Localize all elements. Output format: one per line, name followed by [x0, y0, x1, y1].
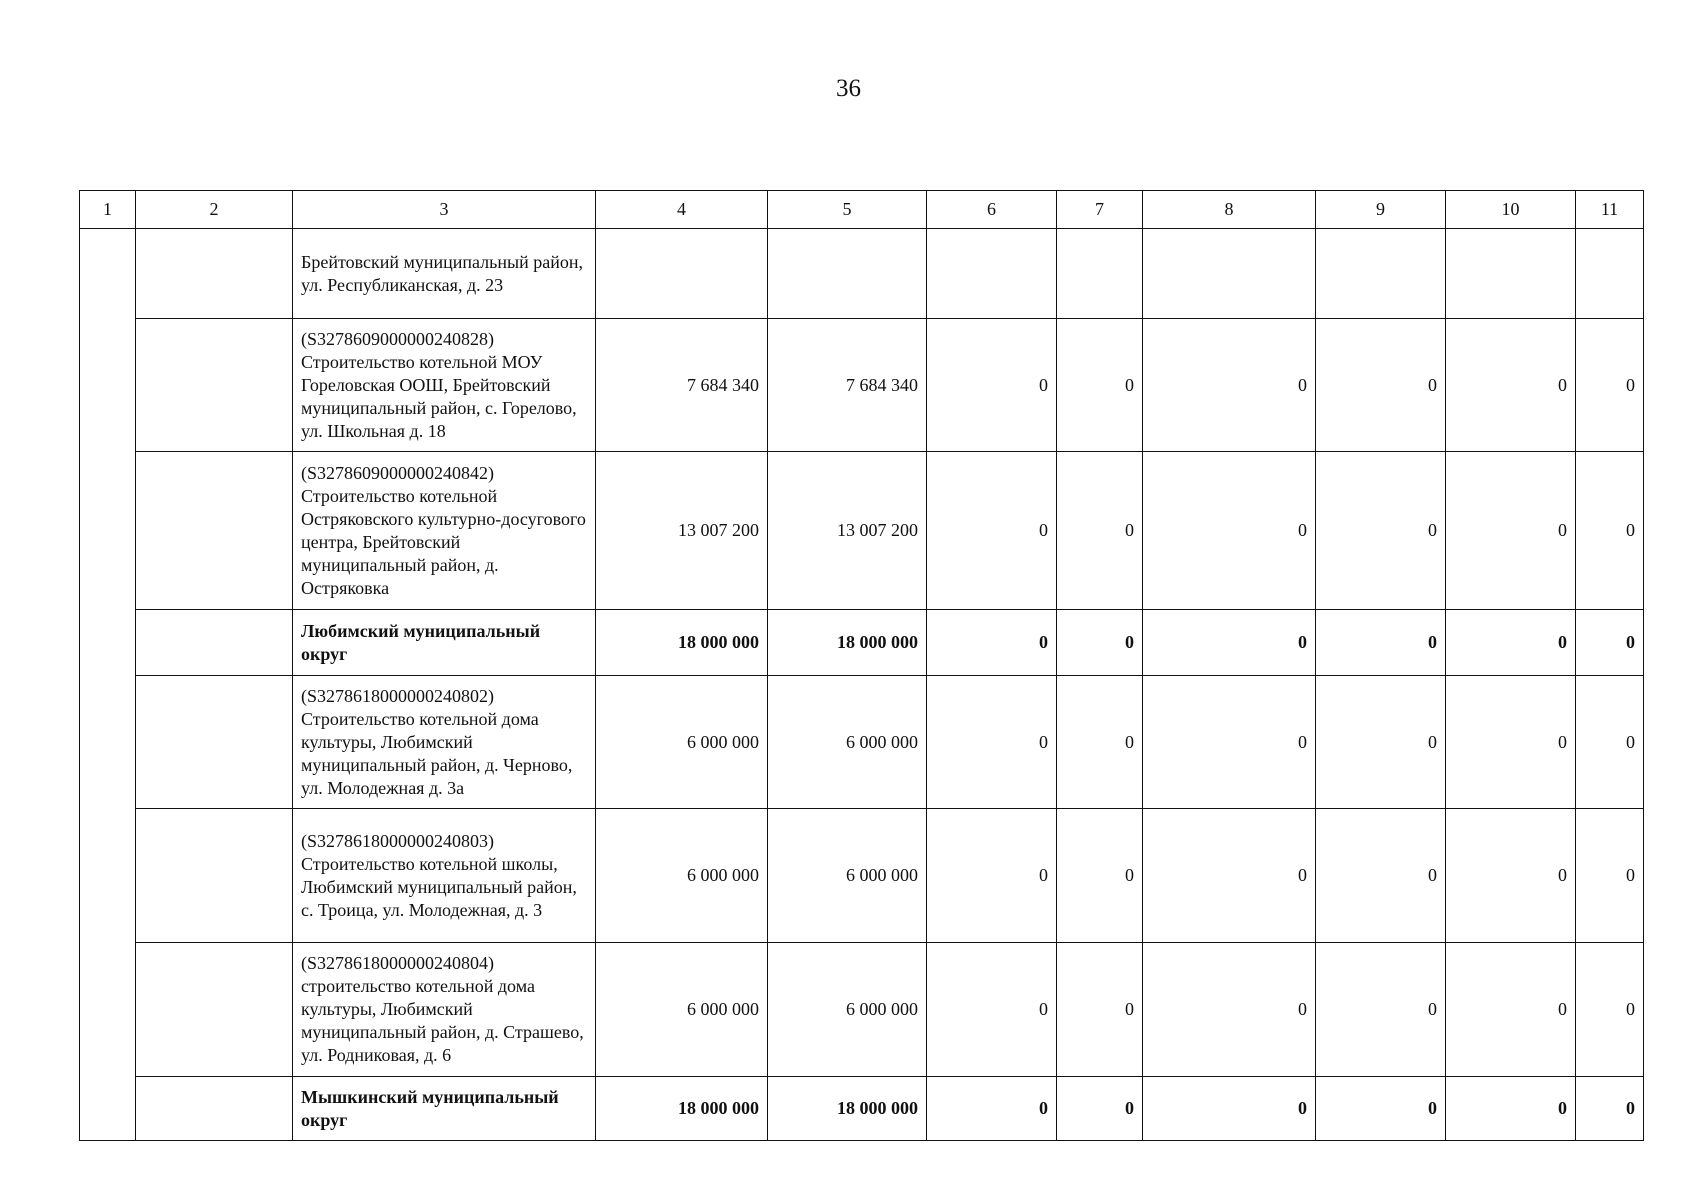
value-cell: 0: [927, 943, 1057, 1077]
table-row: [80, 452, 1644, 610]
value-cell: 6 000 000: [768, 676, 927, 809]
value-cell: 18 000 000: [768, 1077, 927, 1141]
value-cell: 0: [1143, 1077, 1316, 1141]
value-cell: [768, 229, 927, 319]
value-cell: [1143, 229, 1316, 319]
column-header: 6: [927, 191, 1057, 229]
value-cell: 0: [1316, 676, 1446, 809]
table-row: [80, 319, 1644, 452]
value-cell: 0: [1057, 676, 1143, 809]
object-name-cell: (S3278618000000240803) Строительство котельной школы, Любимский муниципальный район, с. Троица, ул. Молодежная, д. 3: [293, 809, 596, 943]
object-name-cell: (S3278618000000240804) строительство котельной дома культуры, Любимский муниципальный район, д. Страшево, ул. Родниковая, д. 6: [293, 943, 596, 1077]
code-cell: [136, 809, 293, 943]
value-cell: 0: [1576, 610, 1644, 676]
code-cell: [136, 943, 293, 1077]
value-cell: 0: [1446, 943, 1576, 1077]
value-cell: 0: [927, 1077, 1057, 1141]
value-cell: 0: [1576, 452, 1644, 610]
object-name-cell: Брейтовский муниципальный район, ул. Республиканская, д. 23: [293, 229, 596, 319]
object-name-cell: (S3278618000000240802) Строительство котельной дома культуры, Любимский муниципальный район, д. Черново, ул. Молодежная д. 3а: [293, 676, 596, 809]
value-cell: 0: [1143, 319, 1316, 452]
column-header: 4: [596, 191, 768, 229]
value-cell: 0: [1057, 610, 1143, 676]
value-cell: 0: [1576, 319, 1644, 452]
value-cell: 0: [1143, 452, 1316, 610]
value-cell: [1057, 229, 1143, 319]
value-cell: 6 000 000: [596, 943, 768, 1077]
value-cell: 0: [1446, 676, 1576, 809]
value-cell: 0: [1316, 319, 1446, 452]
value-cell: 0: [1446, 610, 1576, 676]
value-cell: 6 000 000: [768, 943, 927, 1077]
code-cell: [136, 319, 293, 452]
value-cell: 0: [1143, 610, 1316, 676]
value-cell: 0: [1446, 319, 1576, 452]
budget-table: [79, 190, 1644, 1141]
value-cell: 0: [1316, 809, 1446, 943]
code-cell: [136, 229, 293, 319]
value-cell: 0: [1316, 452, 1446, 610]
code-cell: [136, 452, 293, 610]
code-cell: [136, 1077, 293, 1141]
column-header: 2: [136, 191, 293, 229]
column-header: 11: [1576, 191, 1644, 229]
page-number: 36: [836, 75, 861, 102]
value-cell: 0: [1143, 943, 1316, 1077]
column-header: 1: [80, 191, 136, 229]
value-cell: 13 007 200: [596, 452, 768, 610]
code-cell: [136, 676, 293, 809]
column-header: 7: [1057, 191, 1143, 229]
value-cell: 0: [1576, 943, 1644, 1077]
value-cell: 0: [1057, 1077, 1143, 1141]
table-row: [80, 809, 1644, 943]
table-row: [80, 676, 1644, 809]
column-header: 3: [293, 191, 596, 229]
header-row: [80, 191, 1644, 229]
value-cell: 0: [927, 676, 1057, 809]
value-cell: 0: [1446, 1077, 1576, 1141]
object-name-cell: (S3278609000000240842) Строительство котельной Остряковского культурно-досугового центра, Брейтовский муниципальный район, д. Остряковка: [293, 452, 596, 610]
value-cell: 7 684 340: [596, 319, 768, 452]
row-number-cell: [80, 229, 136, 1141]
column-header: 9: [1316, 191, 1446, 229]
value-cell: 0: [1446, 452, 1576, 610]
value-cell: [1446, 229, 1576, 319]
column-header: 8: [1143, 191, 1316, 229]
value-cell: [1576, 229, 1644, 319]
table-row: [80, 610, 1644, 676]
value-cell: 0: [1057, 943, 1143, 1077]
value-cell: 0: [1057, 809, 1143, 943]
value-cell: 18 000 000: [768, 610, 927, 676]
value-cell: 0: [1143, 809, 1316, 943]
object-name-cell: Мышкинский муниципальный округ: [293, 1077, 596, 1141]
value-cell: 6 000 000: [596, 809, 768, 943]
table-row: [80, 1077, 1644, 1141]
value-cell: 0: [927, 809, 1057, 943]
value-cell: 7 684 340: [768, 319, 927, 452]
value-cell: 0: [1316, 610, 1446, 676]
value-cell: 0: [927, 319, 1057, 452]
object-name-cell: (S3278609000000240828) Строительство котельной МОУ Гореловская ООШ, Брейтовский муниципальный район, с. Горелово, ул. Школьная д. 18: [293, 319, 596, 452]
value-cell: 6 000 000: [768, 809, 927, 943]
column-header: 5: [768, 191, 927, 229]
value-cell: 0: [1316, 1077, 1446, 1141]
value-cell: 6 000 000: [596, 676, 768, 809]
column-header: 10: [1446, 191, 1576, 229]
value-cell: 13 007 200: [768, 452, 927, 610]
value-cell: 0: [1576, 1077, 1644, 1141]
value-cell: [596, 229, 768, 319]
value-cell: 0: [1057, 319, 1143, 452]
value-cell: 0: [1576, 809, 1644, 943]
code-cell: [136, 610, 293, 676]
value-cell: 18 000 000: [596, 1077, 768, 1141]
object-name-cell: Любимский муниципальный округ: [293, 610, 596, 676]
value-cell: 0: [1316, 943, 1446, 1077]
value-cell: 0: [927, 610, 1057, 676]
value-cell: [1316, 229, 1446, 319]
value-cell: [927, 229, 1057, 319]
table-row: [80, 943, 1644, 1077]
value-cell: 0: [927, 452, 1057, 610]
value-cell: 0: [1143, 676, 1316, 809]
value-cell: 0: [1576, 676, 1644, 809]
value-cell: 0: [1446, 809, 1576, 943]
value-cell: 18 000 000: [596, 610, 768, 676]
table-row: [80, 229, 1644, 319]
value-cell: 0: [1057, 452, 1143, 610]
